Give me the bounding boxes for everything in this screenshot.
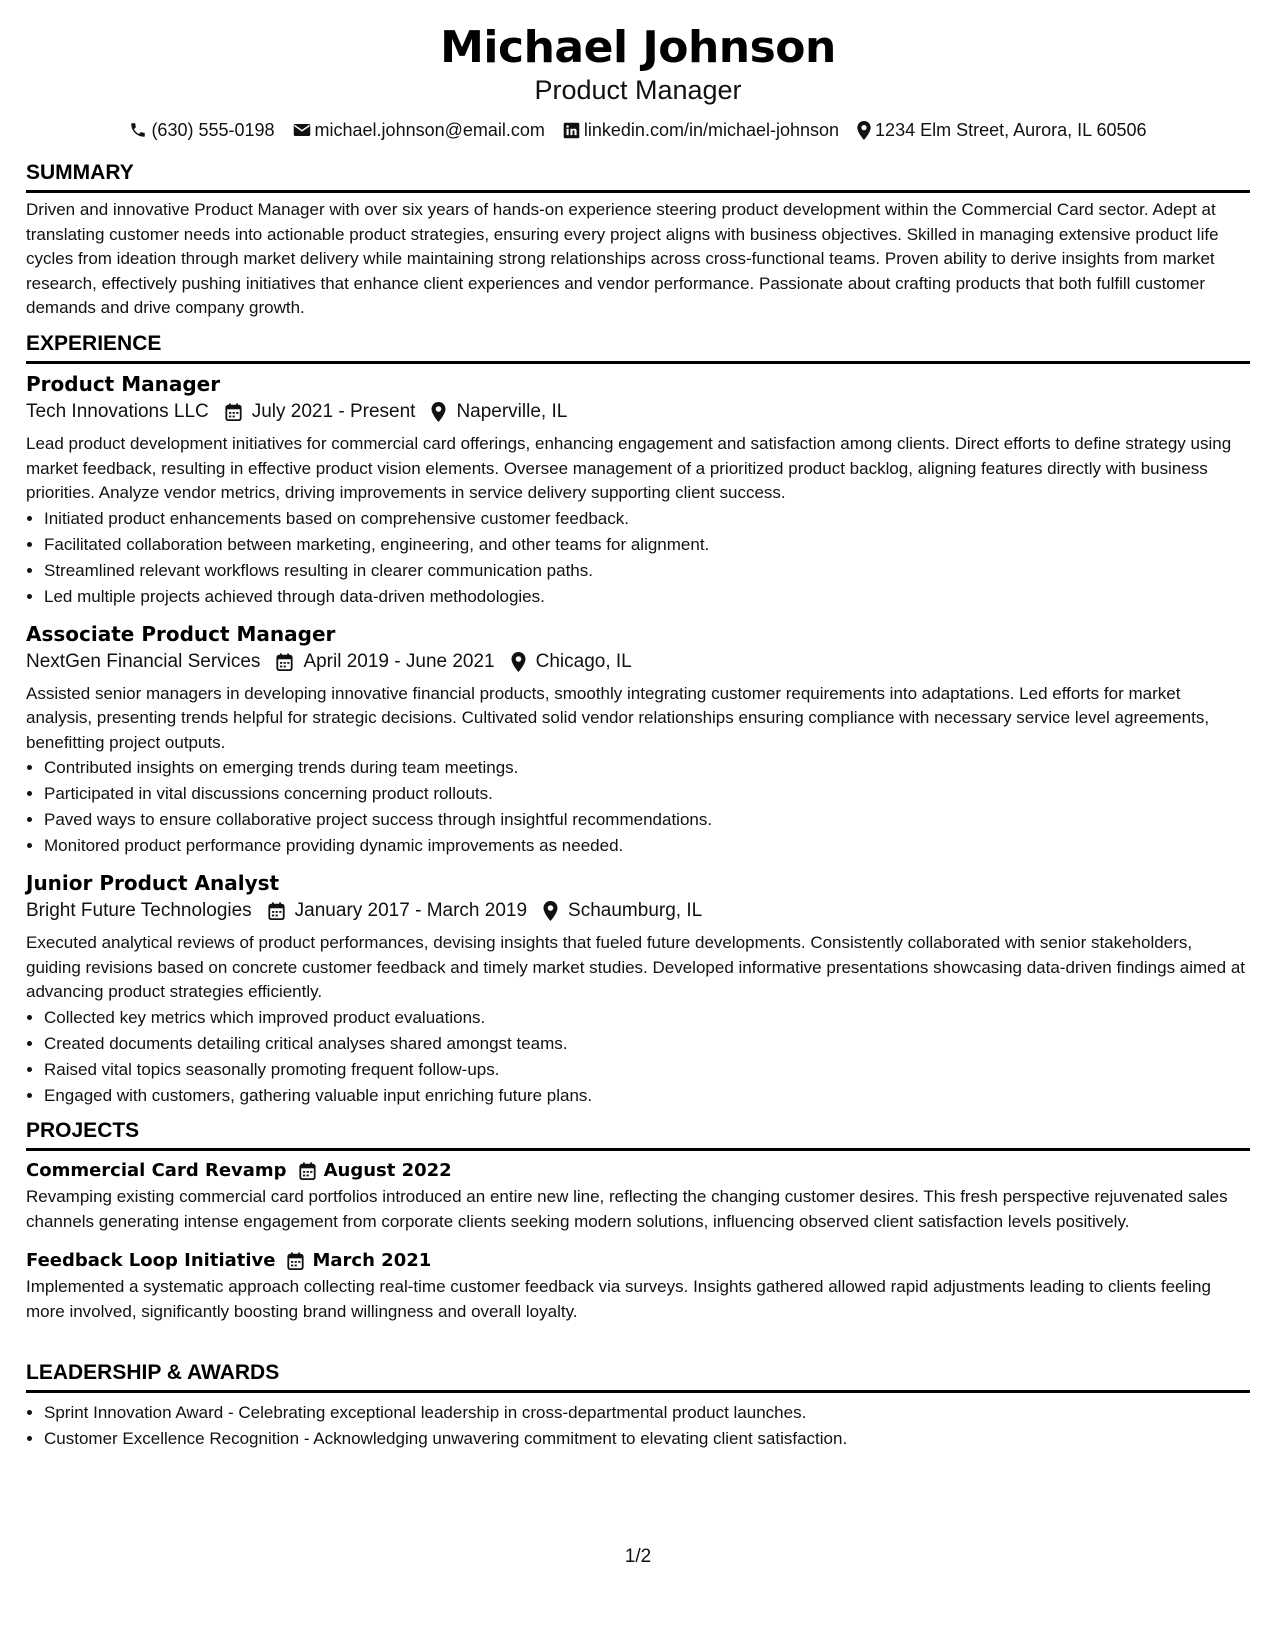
- job-bullets: [26, 506, 1250, 610]
- job-description: Executed analytical reviews of product performances, devising insights that fueled future developments. Consistently collaborated with senior stakeholders, guiding revisions based on concrete customer feedback and timely market studies. Developed informative presentations showcasing data-driven findings aimed at advancing product strategies efficiently.: [26, 933, 1245, 1001]
- list-item: • Facilitated collaboration between marketing, engineering, and other teams for alignment.: [44, 532, 1250, 558]
- address-text: 1234 Elm Street, Aurora, IL 60506: [875, 119, 1147, 140]
- company-name: Tech Innovations LLC: [26, 401, 209, 422]
- list-item: • Paved ways to ensure collaborative project success through insightful recommendations.: [44, 807, 1250, 833]
- project-title-row: [26, 1157, 1250, 1185]
- list-item: • Streamlined relevant workflows resulting in clearer communication paths.: [44, 558, 1250, 584]
- contact-linkedin[interactable]: [563, 120, 839, 141]
- map-pin-icon: [857, 121, 871, 140]
- contact-email[interactable]: [293, 120, 545, 141]
- list-item: • Led multiple projects achieved through data-driven methodologies.: [44, 584, 1250, 610]
- map-pin-icon: [431, 402, 446, 422]
- map-pin-icon: [511, 652, 526, 672]
- linkedin-icon: [563, 122, 580, 139]
- job-meta: [26, 897, 1250, 925]
- job-bullets: [26, 1005, 1250, 1109]
- candidate-name: Michael Johnson: [440, 22, 836, 73]
- list-item: • Customer Excellence Recognition - Acknowledging unwavering commitment to elevating client satisfaction.: [44, 1426, 1250, 1452]
- job-dates: April 2019 - June 2021: [303, 650, 495, 672]
- linkedin-text[interactable]: linkedin.com/in/michael-johnson: [583, 119, 840, 140]
- project-title: Commercial Card Revamp: [26, 1160, 287, 1181]
- calendar-icon: [225, 403, 242, 421]
- awards-list: [26, 1400, 1250, 1452]
- job-entry: [26, 620, 1250, 860]
- projects-heading: PROJECTS: [26, 1118, 1250, 1151]
- resume-page: [26, 0, 1250, 1650]
- project-title-row: [26, 1247, 1250, 1275]
- map-pin-icon: [543, 901, 558, 921]
- email-text[interactable]: michael.johnson@email.com: [314, 119, 545, 140]
- summary-section: [26, 160, 1250, 321]
- list-item: • Initiated product enhancements based on comprehensive customer feedback.: [44, 506, 1250, 532]
- contact-bar: [26, 116, 1250, 144]
- phone-icon: [129, 121, 147, 139]
- list-item: • Sprint Innovation Award - Celebrating exceptional leadership in cross-departmental product launches.: [44, 1400, 1250, 1426]
- candidate-role: Product Manager: [534, 75, 742, 105]
- project-date: August 2022: [323, 1160, 452, 1181]
- contact-phone: [129, 120, 274, 141]
- project-description: Implemented a systematic approach collecting real-time customer feedback via surveys. Insights gathered allowed rapid adjustments leading to clients feeling more involved, significantly boosting brand willingness and overall loyalty.: [26, 1277, 1211, 1321]
- job-location: Chicago, IL: [535, 650, 632, 672]
- calendar-icon: [276, 653, 293, 671]
- job-dates: July 2021 - Present: [251, 401, 416, 422]
- list-item: • Raised vital topics seasonally promoting frequent follow-ups.: [44, 1057, 1250, 1083]
- job-entry: [26, 370, 1250, 610]
- calendar-icon: [287, 1252, 304, 1270]
- resume-header: [26, 22, 1250, 144]
- list-item: • Collected key metrics which improved product evaluations.: [44, 1005, 1250, 1031]
- project-title: Feedback Loop Initiative: [26, 1250, 276, 1271]
- company-name: Bright Future Technologies: [26, 900, 252, 921]
- project-entry: [26, 1157, 1250, 1234]
- list-item: • Engaged with customers, gathering valuable input enriching future plans.: [44, 1083, 1250, 1109]
- experience-section: [26, 331, 1250, 1109]
- projects-section: [26, 1118, 1250, 1324]
- page-number: 1/2: [624, 1546, 652, 1567]
- summary-text: Driven and innovative Product Manager with over six years of hands-on experience steering product development within the Commercial Card sector. Adept at translating customer needs into actionable product strategies, ensuring every project aligns with business objectives. Skilled in managing extensive product life cycles from ideation through market delivery while maintaining strong relationships across cross-functional teams. Proven ability to derive insights from market research, effectively pushing initiatives that enhance client experiences and vendor performance. Passionate about crafting products that both fulfill customer demands and drive company growth.: [26, 200, 1219, 317]
- job-entry: [26, 869, 1250, 1109]
- job-description: Lead product development initiatives for commercial card offerings, enhancing engagement and satisfaction among clients. Direct efforts to define strategy using market feedback, resulting in effective product vision elements. Oversee management of a prioritized product backlog, aligning features directly with business priorities. Analyze vendor metrics, driving improvements in service delivery supporting client success.: [26, 434, 1232, 502]
- calendar-icon: [268, 902, 285, 920]
- list-item: • Created documents detailing critical analyses shared amongst teams.: [44, 1031, 1250, 1057]
- list-item: • Participated in vital discussions concerning product rollouts.: [44, 781, 1250, 807]
- project-entry: [26, 1247, 1250, 1324]
- job-bullets: [26, 755, 1250, 859]
- project-date: March 2021: [312, 1250, 432, 1271]
- job-title: Associate Product Manager: [26, 621, 336, 646]
- summary-heading: SUMMARY: [26, 160, 1250, 193]
- contact-address: [857, 120, 1147, 141]
- job-location: Schaumburg, IL: [568, 900, 703, 921]
- job-description: Assisted senior managers in developing innovative financial products, smoothly integrating customer requirements into adaptations. Led efforts for market analysis, presenting trends helpful for strategic decisions. Cultivated solid vendor relationships ensuring compliance with necessary service level agreements, benefitting project outputs.: [26, 683, 1210, 752]
- job-title: Product Manager: [26, 372, 221, 396]
- job-dates: January 2017 - March 2019: [294, 900, 528, 921]
- job-location: Naperville, IL: [456, 401, 568, 422]
- experience-heading: EXPERIENCE: [26, 331, 1250, 364]
- job-title: Junior Product Analyst: [26, 871, 280, 895]
- awards-heading: LEADERSHIP & AWARDS: [26, 1360, 1250, 1393]
- phone-text: (630) 555-0198: [151, 119, 275, 140]
- job-meta: [26, 648, 1250, 676]
- awards-section: [26, 1360, 1250, 1452]
- project-description: Revamping existing commercial card portfolios introduced an entire new line, reflecting the changing customer desires. This fresh perspective rejuvenated sales channels generating intense engagement from corporate clients seeking modern solutions, influencing observed client satisfaction levels positively.: [26, 1187, 1228, 1231]
- envelope-icon: [293, 122, 311, 138]
- calendar-icon: [299, 1162, 316, 1180]
- job-meta: [26, 398, 1250, 426]
- company-name: NextGen Financial Services: [26, 650, 261, 672]
- list-item: • Monitored product performance providing dynamic improvements as needed.: [44, 833, 1250, 859]
- list-item: • Contributed insights on emerging trends during team meetings.: [44, 755, 1250, 781]
